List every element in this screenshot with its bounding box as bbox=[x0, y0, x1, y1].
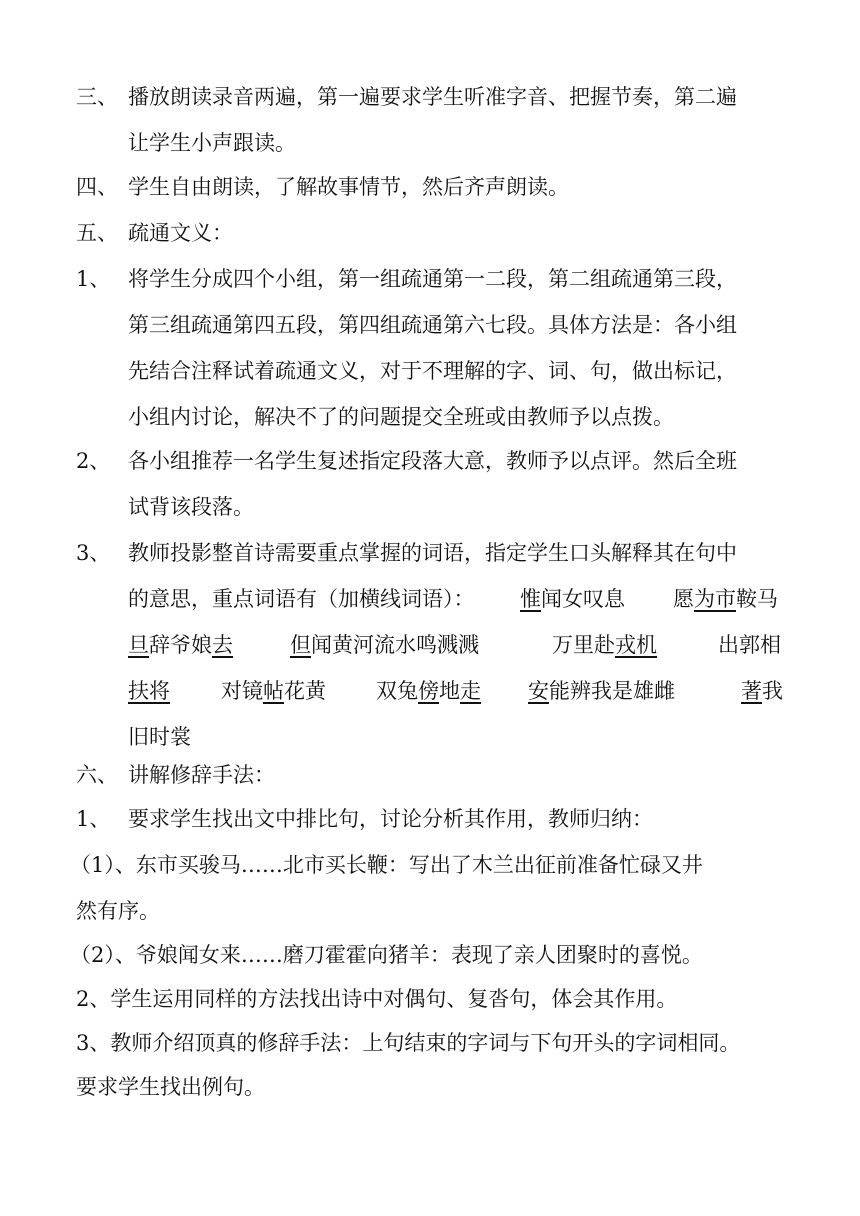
item-6-1-line bbox=[0, 796, 860, 842]
key-phrase: 双兔傍地走 bbox=[376, 679, 481, 703]
sub-6-1-1-line-2 bbox=[0, 888, 860, 934]
section-5-label: 五、 bbox=[76, 221, 118, 245]
key-phrase: 万里赴戎机 bbox=[552, 633, 657, 657]
item-6-3-line-2 bbox=[0, 1064, 860, 1110]
item-6-2-line bbox=[0, 976, 860, 1022]
section-4-line bbox=[0, 164, 860, 210]
section-3-line-2 bbox=[0, 120, 860, 166]
item-6-1-text: 要求学生找出文中排比句，讨论分析其作用，教师归纳： bbox=[128, 807, 653, 831]
item-6-2-text: 2、学生运用同样的方法找出诗中对偶句、复沓句，体会其作用。 bbox=[76, 987, 678, 1011]
item-5-2-text: 各小组推荐一名学生复述指定段落大意，教师予以点评。然后全班 bbox=[128, 449, 737, 473]
item-5-2-line-2 bbox=[0, 484, 860, 530]
section-4-label: 四、 bbox=[76, 175, 118, 199]
sub-6-1-1-text: （1）、东市买骏马……北市买长鞭：写出了木兰出征前准备忙碌又井 bbox=[70, 853, 703, 877]
section-3-text-cont: 让学生小声跟读。 bbox=[128, 131, 296, 155]
key-phrase: 旧时裳 bbox=[128, 725, 191, 749]
item-5-1-line-1 bbox=[0, 256, 860, 302]
key-phrase: 惟闻女叹息 bbox=[520, 587, 625, 611]
item-5-1-label: 1、 bbox=[76, 267, 111, 291]
item-5-2-text: 试背该段落。 bbox=[128, 495, 254, 519]
section-5-title: 疏通文义： bbox=[128, 221, 233, 245]
key-phrase: 安能辨我是雄雌 bbox=[528, 679, 675, 703]
item-6-3-line-1 bbox=[0, 1020, 860, 1066]
key-phrase: 扶将 bbox=[128, 679, 170, 703]
section-6-label: 六、 bbox=[76, 763, 118, 787]
key-phrase: 著我 bbox=[741, 679, 783, 703]
item-5-1-line-3 bbox=[0, 348, 860, 394]
item-5-3-line-1 bbox=[0, 530, 860, 576]
item-5-1-text: 将学生分成四个小组，第一组疏通第一二段，第二组疏通第三段， bbox=[128, 267, 737, 291]
section-4-text: 学生自由朗读，了解故事情节，然后齐声朗读。 bbox=[128, 175, 569, 199]
sub-6-1-1-text-cont: 然有序。 bbox=[76, 899, 160, 923]
item-5-2-line-1 bbox=[0, 438, 860, 484]
item-5-3-line-2 bbox=[0, 576, 860, 622]
item-6-3-text: 3、教师介绍顶真的修辞手法：上句结束的字词与下句开头的字词相同。 bbox=[76, 1031, 741, 1055]
item-5-1-line-4 bbox=[0, 394, 860, 440]
key-phrase: 对镜帖花黄 bbox=[221, 679, 326, 703]
item-5-1-line-2 bbox=[0, 302, 860, 348]
section-3-line-1 bbox=[0, 74, 860, 120]
section-6-line bbox=[0, 752, 860, 798]
item-5-1-text: 先结合注释试着疏通文义，对于不理解的字、词、句，做出标记， bbox=[128, 359, 737, 383]
sub-6-1-2-text: （2）、爷娘闻女来……磨刀霍霍向猪羊：表现了亲人团聚时的喜悦。 bbox=[70, 943, 703, 967]
section-5-line bbox=[0, 210, 860, 256]
item-5-3-line-3 bbox=[0, 622, 860, 668]
key-phrase: 旦辞爷娘去 bbox=[128, 633, 233, 657]
item-6-1-label: 1、 bbox=[76, 807, 111, 831]
section-3-text: 播放朗读录音两遍，第一遍要求学生听准字音、把握节奏，第二遍 bbox=[128, 85, 737, 109]
item-5-2-label: 2、 bbox=[76, 449, 111, 473]
item-5-1-text: 小组内讨论，解决不了的问题提交全班或由教师予以点拨。 bbox=[128, 405, 674, 429]
item-5-1-text: 第三组疏通第四五段，第四组疏通第六七段。具体方法是：各小组 bbox=[128, 313, 737, 337]
key-phrase: 但闻黄河流水鸣溅溅 bbox=[290, 633, 479, 657]
item-5-3-text: 教师投影整首诗需要重点掌握的词语，指定学生口头解释其在句中 bbox=[128, 541, 737, 565]
item-5-3-line-4 bbox=[0, 668, 860, 714]
section-3-label: 三、 bbox=[76, 85, 118, 109]
key-phrase: 出郭相 bbox=[718, 633, 781, 657]
item-5-3-text: 的意思，重点词语有（加横线词语）： bbox=[128, 587, 475, 611]
item-5-3-label: 3、 bbox=[76, 541, 111, 565]
sub-6-1-2-line bbox=[0, 932, 860, 978]
item-6-3-text-cont: 要求学生找出例句。 bbox=[76, 1075, 265, 1099]
key-phrase: 愿为市鞍马 bbox=[673, 587, 778, 611]
section-6-title: 讲解修辞手法： bbox=[128, 763, 275, 787]
sub-6-1-1-line-1 bbox=[0, 842, 860, 888]
